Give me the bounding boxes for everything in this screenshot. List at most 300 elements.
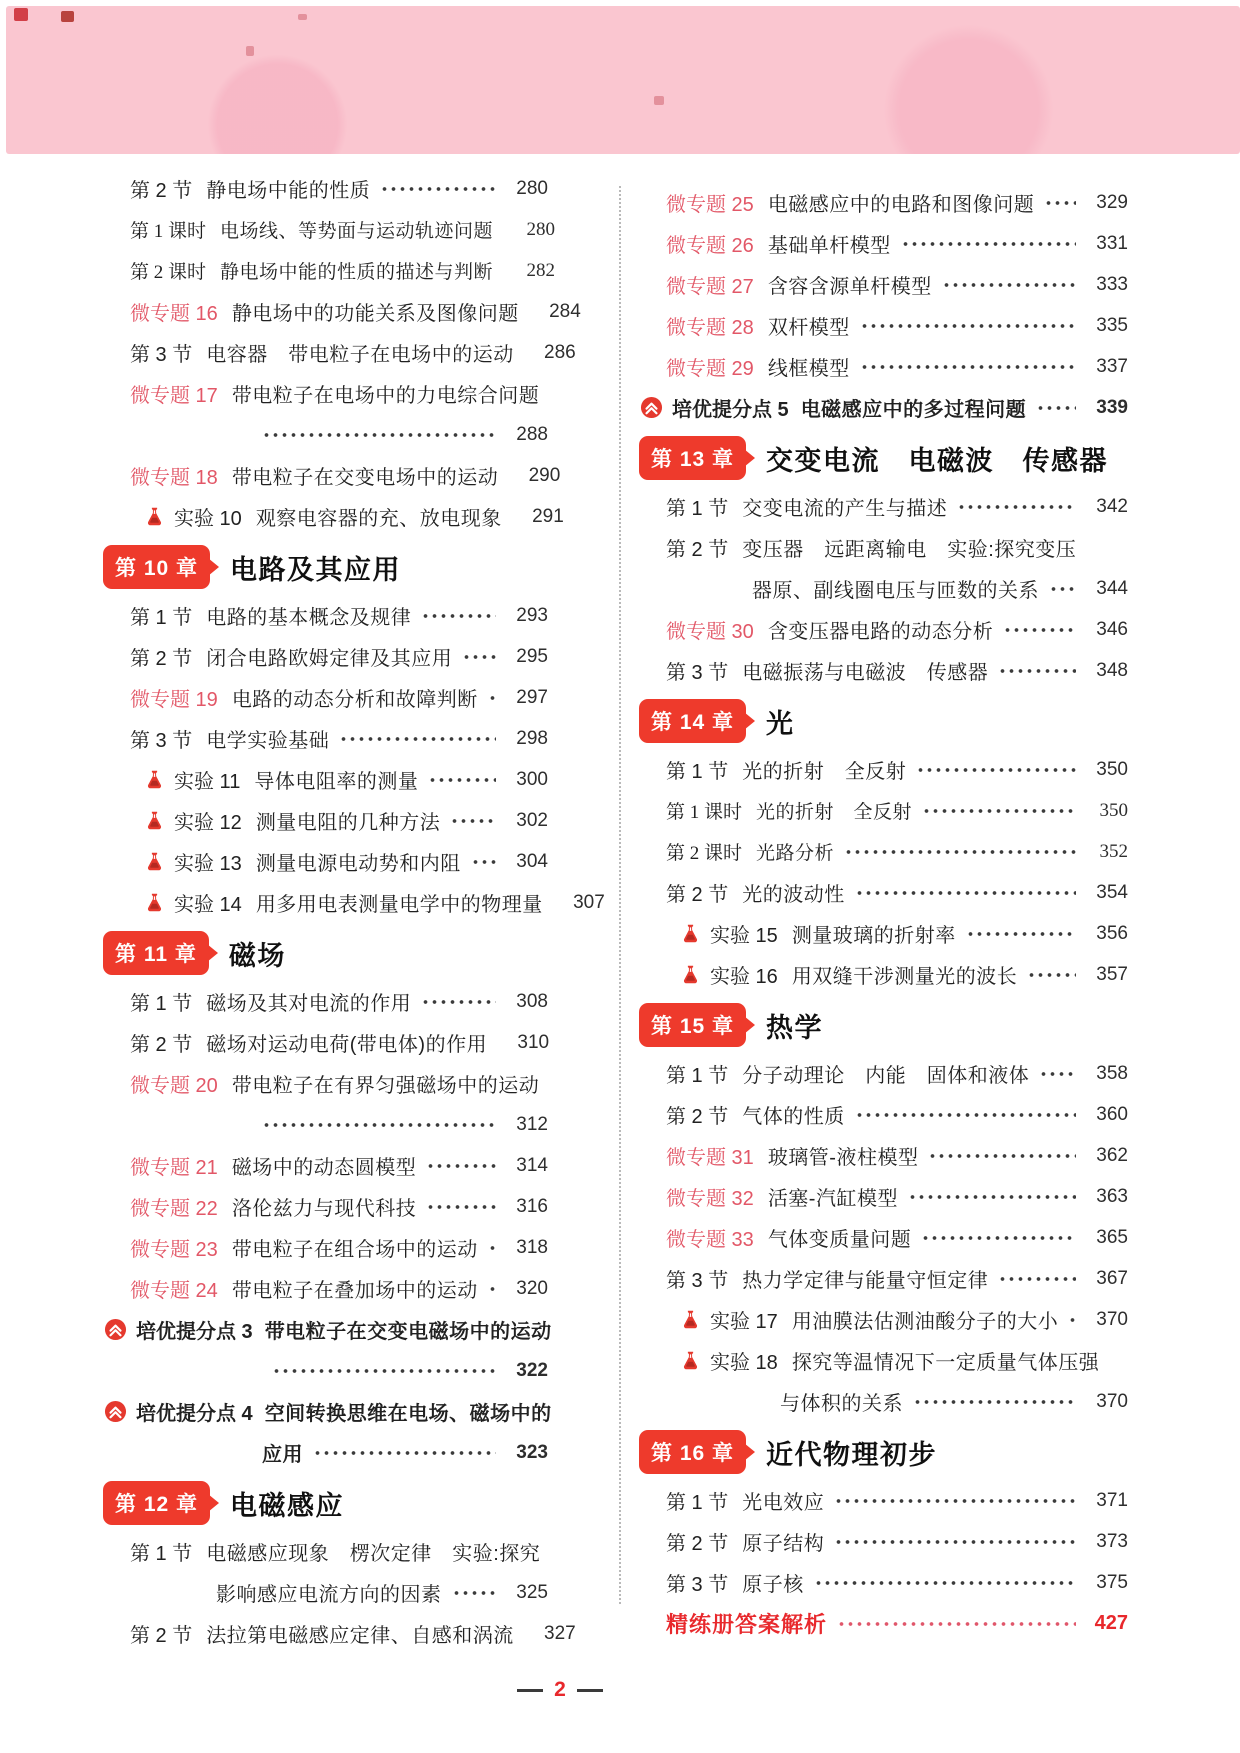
toc-entry xyxy=(666,1094,1128,1135)
dotted-leader xyxy=(921,1234,1076,1242)
chapter-heading xyxy=(103,1478,548,1528)
entry-label: 第 3 节 xyxy=(666,1270,729,1292)
entry-title: 电场线、等势面与运动轨迹问题 xyxy=(220,221,494,242)
toc-entry xyxy=(666,831,1128,872)
dotted-leader xyxy=(1068,1316,1076,1324)
entry-title: 电磁感应中的多过程问题 xyxy=(800,399,1027,421)
chapter-heading xyxy=(639,1000,1128,1050)
header-chip-decoration xyxy=(14,8,28,21)
toc-entry xyxy=(130,291,581,332)
toc-column-right xyxy=(651,182,1128,1644)
dotted-leader xyxy=(313,1449,496,1457)
entry-page-number: 362 xyxy=(1096,1144,1128,1166)
toc-entry xyxy=(666,1258,1128,1299)
entry-label: 微专题 21 xyxy=(130,1157,218,1179)
entry-label: 第 2 节 xyxy=(130,180,193,202)
dotted-leader xyxy=(916,766,1076,774)
entry-page-number: 320 xyxy=(516,1277,548,1299)
entry-label: 第 2 节 xyxy=(666,884,729,906)
dotted-leader xyxy=(913,1398,1076,1406)
toc-entry xyxy=(130,455,561,496)
toc-entry-continuation xyxy=(130,1572,548,1613)
entry-page-number: 310 xyxy=(517,1031,550,1053)
entry-label: 第 2 课时 xyxy=(130,262,207,283)
entry-title: 测量玻璃的折射率 xyxy=(791,925,956,947)
dotted-leader xyxy=(942,281,1076,289)
toc-entry xyxy=(666,1521,1128,1562)
toc-entry xyxy=(130,759,548,800)
dotted-leader xyxy=(421,612,496,620)
entry-page-number: 350 xyxy=(1099,799,1128,821)
toc-entry xyxy=(666,1340,1128,1381)
dotted-leader xyxy=(1027,971,1076,979)
scan-speck xyxy=(298,14,307,20)
entry-page-number: 327 xyxy=(544,1622,576,1644)
toc-entry xyxy=(104,1309,552,1350)
entry-title: 闭合电路欧姆定律及其应用 xyxy=(206,648,453,670)
entry-title: 气体的性质 xyxy=(742,1106,845,1128)
entry-label: 实验 16 xyxy=(710,966,778,988)
entry-title: 原子核 xyxy=(742,1574,804,1596)
toc-entry xyxy=(130,1227,548,1268)
dotted-leader xyxy=(814,1579,1076,1587)
entry-title: 光的折射 全反射 xyxy=(742,761,907,783)
entry-page-number: 323 xyxy=(516,1441,548,1463)
entry-label: 第 2 节 xyxy=(666,539,729,561)
entry-label: 第 1 节 xyxy=(666,1492,729,1514)
entry-title: 电磁振荡与电磁波 传感器 xyxy=(742,662,989,684)
toc-entry-continuation xyxy=(666,568,1128,609)
entry-label: 实验 12 xyxy=(174,812,242,834)
toc-entry xyxy=(130,1531,548,1572)
entry-label: 实验 14 xyxy=(174,894,242,916)
entry-page-number: 348 xyxy=(1096,659,1128,681)
chapter-title: 交变电流 电磁波 传感器 xyxy=(766,445,1109,476)
entry-page-number: 358 xyxy=(1096,1062,1128,1084)
toc-entry xyxy=(130,595,548,636)
header-chip-decoration xyxy=(61,11,74,22)
entry-page-number: 291 xyxy=(532,505,564,527)
entry-page-number: 363 xyxy=(1096,1185,1128,1207)
toc-entry-continuation xyxy=(130,414,548,455)
toc-entry xyxy=(666,1299,1128,1340)
entry-page-number: 322 xyxy=(516,1359,548,1381)
entry-label: 第 1 节 xyxy=(666,1065,729,1087)
toc-entry xyxy=(130,496,564,537)
toc-entry xyxy=(666,1562,1128,1603)
entry-title: 用油膜法估测油酸分子的大小 xyxy=(791,1311,1059,1333)
footer-dash xyxy=(577,1689,603,1692)
boost-icon xyxy=(104,1400,127,1423)
entry-title: 带电粒子在有界匀强磁场中的运动 xyxy=(231,1075,540,1097)
entry-title: 磁场对运动电荷(带电体)的作用 xyxy=(206,1034,488,1056)
entry-page-number: 360 xyxy=(1096,1103,1128,1125)
entry-page-number: 365 xyxy=(1096,1226,1128,1248)
entry-label: 微专题 22 xyxy=(130,1198,218,1220)
entry-title: 电路的基本概念及规律 xyxy=(206,607,412,629)
chapter-heading xyxy=(639,1427,1128,1477)
dotted-leader xyxy=(844,848,1076,856)
answers-entry xyxy=(666,1603,1128,1644)
entry-title: 含容含源单杆模型 xyxy=(767,276,932,298)
entry-title: 带电粒子在交变电场中的运动 xyxy=(231,467,499,489)
entry-label: 第 1 节 xyxy=(130,993,193,1015)
toc-entry xyxy=(666,1480,1128,1521)
chapter-heading xyxy=(103,542,548,592)
dotted-leader xyxy=(998,667,1076,675)
entry-page-number: 375 xyxy=(1096,1571,1128,1593)
entry-title: 热力学定律与能量守恒定律 xyxy=(742,1270,989,1292)
dotted-leader xyxy=(855,1111,1076,1119)
entry-title: 电磁感应中的电路和图像问题 xyxy=(767,194,1035,216)
toc-entry xyxy=(130,1268,548,1309)
entry-label: 培优提分点 3 xyxy=(136,1321,253,1343)
toc-entry-continuation xyxy=(130,1104,548,1145)
entry-page-number: 342 xyxy=(1096,495,1128,517)
entry-page-number: 304 xyxy=(516,850,548,872)
toc-entry xyxy=(666,1217,1128,1258)
entry-page-number: 344 xyxy=(1096,577,1128,599)
header-band xyxy=(6,6,1240,154)
toc-entry-continuation xyxy=(130,1350,548,1391)
dotted-leader xyxy=(1044,199,1076,207)
entry-page-number: 346 xyxy=(1096,618,1128,640)
entry-page-number: 308 xyxy=(516,990,548,1012)
toc-column-left xyxy=(115,168,605,1654)
entry-page-number: 337 xyxy=(1096,355,1128,377)
toc-entry xyxy=(130,1145,548,1186)
entry-page-number: 356 xyxy=(1096,922,1128,944)
entry-label: 微专题 19 xyxy=(130,689,218,711)
entry-page-number: 286 xyxy=(544,341,576,363)
entry-page-number: 312 xyxy=(516,1113,548,1135)
toc-entry xyxy=(130,882,605,923)
chapter-heading xyxy=(103,928,548,978)
experiment-flask-icon xyxy=(144,892,165,913)
entry-label: 第 3 节 xyxy=(666,1574,729,1596)
chapter-title: 热学 xyxy=(766,1012,824,1043)
entry-label: 微专题 32 xyxy=(666,1188,754,1210)
toc-entry xyxy=(130,718,548,759)
entry-label: 微专题 17 xyxy=(130,385,218,407)
entry-label: 微专题 30 xyxy=(666,621,754,643)
entry-title: 光路分析 xyxy=(756,843,835,864)
entry-label: 培优提分点 5 xyxy=(672,399,789,421)
entry-title: 测量电阻的几种方法 xyxy=(255,812,441,834)
entry-page-number: 280 xyxy=(526,218,556,240)
dotted-leader xyxy=(855,889,1076,897)
entry-title: 带电粒子在叠加场中的运动 xyxy=(231,1280,478,1302)
entry-label: 第 1 课时 xyxy=(666,802,743,823)
dotted-leader xyxy=(450,817,496,825)
toc-entry xyxy=(666,790,1128,831)
chapter-heading xyxy=(639,433,1128,483)
entry-title: 双杆模型 xyxy=(767,317,850,339)
entry-page-number: 339 xyxy=(1096,396,1128,418)
entry-page-number: 427 xyxy=(1094,1612,1128,1634)
entry-label: 微专题 27 xyxy=(666,276,754,298)
entry-title: 带电粒子在交变电磁场中的运动 xyxy=(264,1321,552,1343)
dotted-leader xyxy=(452,1589,497,1597)
entry-page-number: 357 xyxy=(1096,963,1128,985)
toc-entry xyxy=(666,346,1128,387)
entry-title-continued: 与体积的关系 xyxy=(780,1393,903,1415)
entry-label: 实验 17 xyxy=(710,1311,778,1333)
entry-label: 第 1 节 xyxy=(130,1543,193,1565)
entry-page-number: 316 xyxy=(516,1195,548,1217)
entry-label: 第 2 节 xyxy=(666,1533,729,1555)
entry-page-number: 307 xyxy=(573,891,605,913)
toc-entry xyxy=(130,636,548,677)
entry-page-number: 297 xyxy=(516,686,548,708)
dotted-leader xyxy=(1003,626,1076,634)
entry-label: 实验 13 xyxy=(174,853,242,875)
toc-entry xyxy=(666,1135,1128,1176)
entry-page-number: 318 xyxy=(516,1236,548,1258)
entry-title: 电学实验基础 xyxy=(206,730,330,752)
toc-entry xyxy=(130,981,548,1022)
entry-page-number: 367 xyxy=(1096,1267,1128,1289)
entry-label: 实验 11 xyxy=(174,771,241,793)
dotted-leader xyxy=(922,807,1076,815)
chapter-title: 电磁感应 xyxy=(230,1490,345,1521)
boost-icon xyxy=(640,396,663,419)
toc-entry xyxy=(104,1391,552,1432)
entry-page-number: 371 xyxy=(1096,1489,1128,1511)
entry-title: 玻璃管-液柱模型 xyxy=(767,1147,919,1169)
experiment-flask-icon xyxy=(680,964,701,985)
entry-title: 线框模型 xyxy=(767,358,850,380)
experiment-flask-icon xyxy=(144,769,165,790)
entry-page-number: 302 xyxy=(516,809,548,831)
entry-label: 微专题 29 xyxy=(666,358,754,380)
entry-label: 第 2 节 xyxy=(130,1625,193,1647)
entry-title: 用多用电表测量电学中的物理量 xyxy=(255,894,543,916)
entry-page-number: 354 xyxy=(1096,881,1128,903)
entry-page-number: 300 xyxy=(516,768,548,790)
entry-title: 基础单杆模型 xyxy=(767,235,891,257)
entry-page-number: 325 xyxy=(516,1581,548,1603)
entry-label: 第 1 节 xyxy=(130,607,193,629)
dotted-leader xyxy=(426,1203,496,1211)
entry-label: 微专题 33 xyxy=(666,1229,754,1251)
entry-title: 光的波动性 xyxy=(742,884,845,906)
entry-page-number: 352 xyxy=(1099,840,1128,862)
entry-label: 实验 10 xyxy=(174,508,242,530)
entry-title: 空间转换思维在电场、磁场中的 xyxy=(264,1403,552,1425)
experiment-flask-icon xyxy=(680,1309,701,1330)
entry-title: 磁场中的动态圆模型 xyxy=(231,1157,417,1179)
chapter-badge: 第 10 章 xyxy=(103,545,210,589)
dotted-leader xyxy=(339,735,496,743)
entry-title: 带电粒子在电场中的力电综合问题 xyxy=(231,385,540,407)
entry-page-number: 282 xyxy=(526,259,556,281)
entry-title: 精练册答案解析 xyxy=(666,1612,828,1637)
entry-title: 分子动理论 内能 固体和液体 xyxy=(742,1065,1030,1087)
toc-entry xyxy=(666,650,1128,691)
dotted-leader xyxy=(966,930,1076,938)
toc-entry xyxy=(666,486,1128,527)
entry-label: 第 1 节 xyxy=(666,498,729,520)
toc-entry-continuation xyxy=(666,1381,1128,1422)
dotted-leader xyxy=(834,1497,1076,1505)
dotted-leader xyxy=(908,1193,1076,1201)
dotted-leader xyxy=(901,240,1076,248)
toc-entry xyxy=(130,373,548,414)
chapter-heading xyxy=(639,696,1128,746)
entry-title-continued: 影响感应电流方向的因素 xyxy=(216,1584,442,1606)
entry-label: 第 3 节 xyxy=(130,730,193,752)
dotted-leader xyxy=(462,653,496,661)
entry-label: 微专题 26 xyxy=(666,235,754,257)
dotted-leader xyxy=(262,431,496,439)
entry-title: 含变压器电路的动态分析 xyxy=(767,621,994,643)
entry-page-number: 350 xyxy=(1096,758,1128,780)
entry-title: 气体变质量问题 xyxy=(767,1229,912,1251)
toc-entry xyxy=(666,223,1128,264)
toc-entry xyxy=(666,872,1128,913)
entry-title: 静电场中的功能关系及图像问题 xyxy=(231,303,519,325)
entry-label: 培优提分点 4 xyxy=(136,1403,253,1425)
entry-title: 光的折射 全反射 xyxy=(756,802,913,823)
entry-title: 探究等温情况下一定质量气体压强 xyxy=(791,1352,1100,1374)
toc-entry xyxy=(130,1186,548,1227)
experiment-flask-icon xyxy=(144,810,165,831)
entry-page-number: 370 xyxy=(1096,1308,1128,1330)
scan-speck xyxy=(654,96,664,105)
dotted-leader xyxy=(837,1620,1076,1628)
toc-entry xyxy=(666,182,1128,223)
dotted-leader xyxy=(928,1152,1076,1160)
dotted-leader xyxy=(272,1367,496,1375)
dotted-leader xyxy=(1036,404,1076,412)
entry-title: 洛伦兹力与现代科技 xyxy=(231,1198,417,1220)
footer-dash xyxy=(517,1689,543,1692)
experiment-flask-icon xyxy=(144,506,165,527)
chapter-badge: 第 12 章 xyxy=(103,1481,210,1525)
experiment-flask-icon xyxy=(144,851,165,872)
toc-entry xyxy=(130,209,556,250)
dotted-leader xyxy=(1049,585,1076,593)
entry-title: 静电场中能的性质 xyxy=(206,180,371,202)
entry-page-number: 333 xyxy=(1096,273,1128,295)
entry-label: 实验 18 xyxy=(710,1352,778,1374)
entry-label: 第 3 节 xyxy=(666,662,729,684)
chapter-title: 电路及其应用 xyxy=(230,554,402,585)
dotted-leader xyxy=(426,1162,496,1170)
toc-entry xyxy=(130,1613,576,1654)
dotted-leader xyxy=(380,185,496,193)
dotted-leader xyxy=(998,1275,1076,1283)
entry-label: 第 2 节 xyxy=(130,1034,193,1056)
toc-entry xyxy=(666,305,1128,346)
chapter-badge: 第 16 章 xyxy=(639,1430,746,1474)
toc-entry xyxy=(130,800,548,841)
dotted-leader xyxy=(428,776,496,784)
chapter-badge: 第 15 章 xyxy=(639,1003,746,1047)
entry-page-number: 370 xyxy=(1096,1390,1128,1412)
entry-label: 微专题 23 xyxy=(130,1239,218,1261)
chapter-badge: 第 11 章 xyxy=(103,931,209,975)
entry-page-number: 280 xyxy=(516,177,548,199)
entry-title: 法拉第电磁感应定律、自感和涡流 xyxy=(206,1625,514,1647)
entry-page-number: 329 xyxy=(1096,191,1128,213)
entry-page-number: 335 xyxy=(1096,314,1128,336)
toc-entry xyxy=(666,749,1128,790)
entry-title: 活塞-汽缸模型 xyxy=(767,1188,898,1210)
dotted-leader xyxy=(421,998,496,1006)
entry-title-continued: 器原、副线圈电压与匝数的关系 xyxy=(752,580,1039,602)
entry-label: 第 1 课时 xyxy=(130,221,207,242)
toc-entry xyxy=(666,1176,1128,1217)
entry-label: 微专题 28 xyxy=(666,317,754,339)
entry-title: 用双缝干涉测量光的波长 xyxy=(791,966,1018,988)
entry-label: 第 3 节 xyxy=(130,344,193,366)
entry-label: 微专题 24 xyxy=(130,1280,218,1302)
page-footer xyxy=(0,1678,1120,1702)
toc-entry xyxy=(666,264,1128,305)
dotted-leader xyxy=(957,503,1076,511)
column-divider xyxy=(619,186,621,1604)
dotted-leader xyxy=(488,1244,496,1252)
experiment-flask-icon xyxy=(680,923,701,944)
scan-speck xyxy=(246,46,254,56)
experiment-flask-icon xyxy=(680,1350,701,1371)
entry-title: 原子结构 xyxy=(742,1533,825,1555)
entry-title: 静电场中能的性质的描述与判断 xyxy=(220,262,494,283)
entry-title: 导体电阻率的测量 xyxy=(254,771,419,793)
chapter-badge: 第 13 章 xyxy=(639,436,746,480)
entry-title-continued: 应用 xyxy=(262,1444,303,1466)
entry-label: 第 2 节 xyxy=(130,648,193,670)
entry-page-number: 288 xyxy=(516,423,548,445)
boost-icon xyxy=(104,1318,127,1341)
entry-title: 观察电容器的充、放电现象 xyxy=(255,508,502,530)
chapter-title: 光 xyxy=(766,708,795,739)
toc-entry xyxy=(130,1063,548,1104)
toc-entry xyxy=(666,954,1128,995)
entry-page-number: 298 xyxy=(516,727,548,749)
chapter-title: 近代物理初步 xyxy=(766,1439,938,1470)
dotted-leader xyxy=(488,1285,496,1293)
entry-title: 交变电流的产生与描述 xyxy=(742,498,948,520)
dotted-leader xyxy=(488,694,496,702)
toc-entry xyxy=(666,913,1128,954)
toc-entry xyxy=(130,677,548,718)
entry-title: 电路的动态分析和故障判断 xyxy=(231,689,478,711)
entry-page-number: 331 xyxy=(1096,232,1128,254)
toc-entry xyxy=(666,1053,1128,1094)
toc-entry-continuation xyxy=(130,1432,548,1473)
toc-entry xyxy=(130,332,576,373)
entry-label: 微专题 25 xyxy=(666,194,754,216)
chapter-title: 磁场 xyxy=(228,940,286,971)
entry-page-number: 290 xyxy=(528,464,561,486)
toc-entry xyxy=(666,609,1128,650)
entry-page-number: 314 xyxy=(516,1154,548,1176)
entry-title: 电磁感应现象 楞次定律 实验:探究 xyxy=(206,1543,541,1565)
entry-label: 微专题 31 xyxy=(666,1147,754,1169)
toc-entry xyxy=(666,527,1128,568)
entry-label: 微专题 18 xyxy=(130,467,218,489)
entry-title: 测量电源电动势和内阻 xyxy=(255,853,461,875)
entry-label: 第 2 节 xyxy=(666,1106,729,1128)
entry-page-number: 293 xyxy=(516,604,548,626)
toc-entry xyxy=(130,250,556,291)
entry-label: 第 2 课时 xyxy=(666,843,743,864)
dotted-leader xyxy=(834,1538,1076,1546)
entry-label: 微专题 20 xyxy=(130,1075,218,1097)
